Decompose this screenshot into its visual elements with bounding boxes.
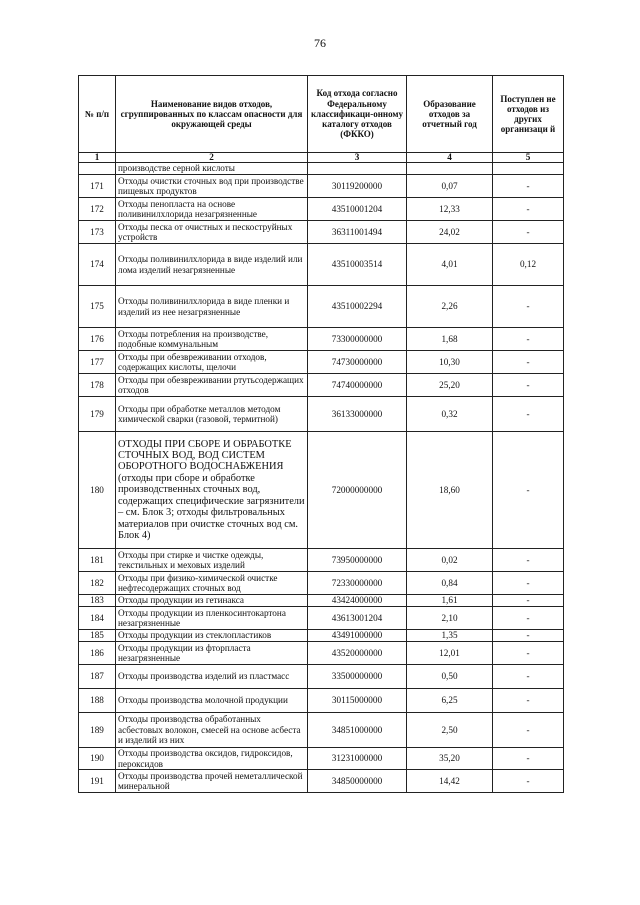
table-row — [79, 198, 564, 221]
row-code: 34851000000 — [308, 713, 407, 748]
row-received: - — [493, 175, 564, 198]
row-formed: 12,01 — [407, 642, 493, 665]
row-num: 181 — [79, 549, 116, 572]
table-row — [79, 630, 564, 642]
row-name: Отходы при обезвреживании ртутьсодержащих отходов — [116, 374, 308, 397]
row-received: - — [493, 665, 564, 689]
row-num: 184 — [79, 607, 116, 630]
row-num: 180 — [79, 432, 116, 549]
row-received: - — [493, 198, 564, 221]
column-number: 5 — [493, 153, 564, 163]
row-received: - — [493, 572, 564, 595]
row-code: 43613001204 — [308, 607, 407, 630]
row-name: Отходы производства прочей неметаллической минеральной — [116, 770, 308, 793]
column-number: 1 — [79, 153, 116, 163]
row-formed: 35,20 — [407, 748, 493, 770]
row-code: 43491000000 — [308, 630, 407, 642]
row-name: Отходы при обезвреживании отходов, содержащих кислоты, щелочи — [116, 351, 308, 374]
continuation-formed — [407, 163, 493, 175]
row-formed: 2,50 — [407, 713, 493, 748]
row-formed: 0,84 — [407, 572, 493, 595]
row-num: 186 — [79, 642, 116, 665]
table-row — [79, 770, 564, 793]
row-num: 190 — [79, 748, 116, 770]
row-name: Отходы поливинилхлорида в виде изделий или лома изделий незагрязненные — [116, 244, 308, 286]
row-num: 178 — [79, 374, 116, 397]
row-name: Отходы продукции из пленкосинтокартона незагрязненные — [116, 607, 308, 630]
continuation-row — [79, 163, 564, 175]
continuation-num — [79, 163, 116, 175]
row-num: 191 — [79, 770, 116, 793]
row-formed: 1,35 — [407, 630, 493, 642]
row-received: - — [493, 642, 564, 665]
column-number: 3 — [308, 153, 407, 163]
table-row — [79, 595, 564, 607]
page-number: 76 — [314, 36, 326, 50]
row-num: 182 — [79, 572, 116, 595]
header-name: Наименование видов отходов, сгруппированных по классам опасности для окружающей среды — [116, 76, 308, 153]
row-name: Отходы поливинилхлорида в виде пленки и изделий из нее незагрязненные — [116, 286, 308, 328]
table-row — [79, 328, 564, 351]
table-row — [79, 549, 564, 572]
row-received: - — [493, 607, 564, 630]
row-code: 30119200000 — [308, 175, 407, 198]
row-name-group-title: ОТХОДЫ ПРИ СБОРЕ И ОБРАБОТКЕ СТОЧНЫХ ВОД, ВОД СИСТЕМ ОБОРОТНОГО ВОДОСНАБЖЕНИЯ — [118, 438, 292, 473]
table-row — [79, 713, 564, 748]
row-code: 43520000000 — [308, 642, 407, 665]
row-formed: 24,02 — [407, 221, 493, 244]
table-row — [79, 665, 564, 689]
table-row — [79, 748, 564, 770]
row-num: 171 — [79, 175, 116, 198]
table-row — [79, 351, 564, 374]
row-name: Отходы производства обработанных асбестовых волокон, смесей на основе асбеста и изделий из них — [116, 713, 308, 748]
row-name: Отходы продукции из гетинакса — [116, 595, 308, 607]
header-code: Код отхода согласно Федеральному классификаци-онному каталогу отходов (ФККО) — [308, 76, 407, 153]
row-code: 74730000000 — [308, 351, 407, 374]
row-num: 176 — [79, 328, 116, 351]
row-num: 174 — [79, 244, 116, 286]
row-formed: 1,68 — [407, 328, 493, 351]
row-name: Отходы песка от очистных и пескоструйных устройств — [116, 221, 308, 244]
row-formed: 0,02 — [407, 549, 493, 572]
row-received: - — [493, 549, 564, 572]
row-name-group-note: (отходы при сборе и обработке производственных сточных вод, содержащих специфические загрязнители – см. Блок 3; отходы фильтровальных материалов при очистке сточных вод см. Блок 4) — [118, 472, 305, 541]
row-code: 34850000000 — [308, 770, 407, 793]
row-name: Отходы производства молочной продукции — [116, 689, 308, 713]
row-name — [116, 432, 308, 549]
row-received: 0,12 — [493, 244, 564, 286]
row-code: 72000000000 — [308, 432, 407, 549]
row-code: 36133000000 — [308, 397, 407, 432]
row-name: Отходы при стирке и чистке одежды, текстильных и меховых изделий — [116, 549, 308, 572]
table-row — [79, 572, 564, 595]
row-num: 177 — [79, 351, 116, 374]
header-row — [79, 76, 564, 153]
row-name: Отходы при физико-химической очистке нефтесодержащих сточных вод — [116, 572, 308, 595]
header-num: № п/п — [79, 76, 116, 153]
column-number: 4 — [407, 153, 493, 163]
row-num: 172 — [79, 198, 116, 221]
row-formed: 2,26 — [407, 286, 493, 328]
row-code: 43424000000 — [308, 595, 407, 607]
table-row — [79, 286, 564, 328]
row-formed: 1,61 — [407, 595, 493, 607]
row-formed: 18,60 — [407, 432, 493, 549]
table-row — [79, 374, 564, 397]
row-name: Отходы продукции из фторпласта незагрязненные — [116, 642, 308, 665]
waste-table — [78, 75, 564, 793]
row-code: 30115000000 — [308, 689, 407, 713]
row-code: 73300000000 — [308, 328, 407, 351]
continuation-received — [493, 163, 564, 175]
row-formed: 14,42 — [407, 770, 493, 793]
row-received: - — [493, 630, 564, 642]
row-formed: 25,20 — [407, 374, 493, 397]
table-row — [79, 175, 564, 198]
row-formed: 4,01 — [407, 244, 493, 286]
row-num: 175 — [79, 286, 116, 328]
column-number: 2 — [116, 153, 308, 163]
row-num: 173 — [79, 221, 116, 244]
row-code: 43510001204 — [308, 198, 407, 221]
row-formed: 0,50 — [407, 665, 493, 689]
row-received: - — [493, 689, 564, 713]
row-code: 72330000000 — [308, 572, 407, 595]
table-row — [79, 244, 564, 286]
row-received: - — [493, 595, 564, 607]
row-formed: 10,30 — [407, 351, 493, 374]
row-received: - — [493, 221, 564, 244]
table-row — [79, 397, 564, 432]
row-code: 33500000000 — [308, 665, 407, 689]
row-num: 189 — [79, 713, 116, 748]
row-received: - — [493, 713, 564, 748]
continuation-code — [308, 163, 407, 175]
row-received: - — [493, 770, 564, 793]
table-row — [79, 689, 564, 713]
row-code: 74740000000 — [308, 374, 407, 397]
row-received: - — [493, 328, 564, 351]
row-name: Отходы потребления на производстве, подобные коммунальным — [116, 328, 308, 351]
row-num: 187 — [79, 665, 116, 689]
table-row — [79, 642, 564, 665]
table-row — [79, 432, 564, 549]
header-formed: Образование отходов за отчетный год — [407, 76, 493, 153]
continuation-name: производстве серной кислоты — [116, 163, 308, 175]
row-received: - — [493, 374, 564, 397]
row-formed: 0,32 — [407, 397, 493, 432]
row-name: Отходы производства оксидов, гидроксидов, пероксидов — [116, 748, 308, 770]
row-name: Отходы очистки сточных вод при производстве пищевых продуктов — [116, 175, 308, 198]
header-received: Поступлен не отходов из других организаци й — [493, 76, 564, 153]
row-code: 43510003514 — [308, 244, 407, 286]
row-received: - — [493, 286, 564, 328]
row-num: 185 — [79, 630, 116, 642]
row-code: 31231000000 — [308, 748, 407, 770]
row-code: 73950000000 — [308, 549, 407, 572]
table-row — [79, 607, 564, 630]
row-name: Отходы пенопласта на основе поливинилхлорида незагрязненные — [116, 198, 308, 221]
row-received: - — [493, 748, 564, 770]
row-formed: 12,33 — [407, 198, 493, 221]
row-name: Отходы производства изделий из пластмасс — [116, 665, 308, 689]
row-code: 43510002294 — [308, 286, 407, 328]
row-num: 183 — [79, 595, 116, 607]
table-row — [79, 221, 564, 244]
column-number-row — [79, 153, 564, 163]
row-code: 36311001494 — [308, 221, 407, 244]
row-received: - — [493, 432, 564, 549]
row-formed: 0,07 — [407, 175, 493, 198]
row-name: Отходы при обработке металлов методом химической сварки (газовой, термитной) — [116, 397, 308, 432]
row-num: 179 — [79, 397, 116, 432]
row-received: - — [493, 351, 564, 374]
row-received: - — [493, 397, 564, 432]
row-formed: 2,10 — [407, 607, 493, 630]
row-name: Отходы продукции из стеклопластиков — [116, 630, 308, 642]
row-num: 188 — [79, 689, 116, 713]
row-formed: 6,25 — [407, 689, 493, 713]
